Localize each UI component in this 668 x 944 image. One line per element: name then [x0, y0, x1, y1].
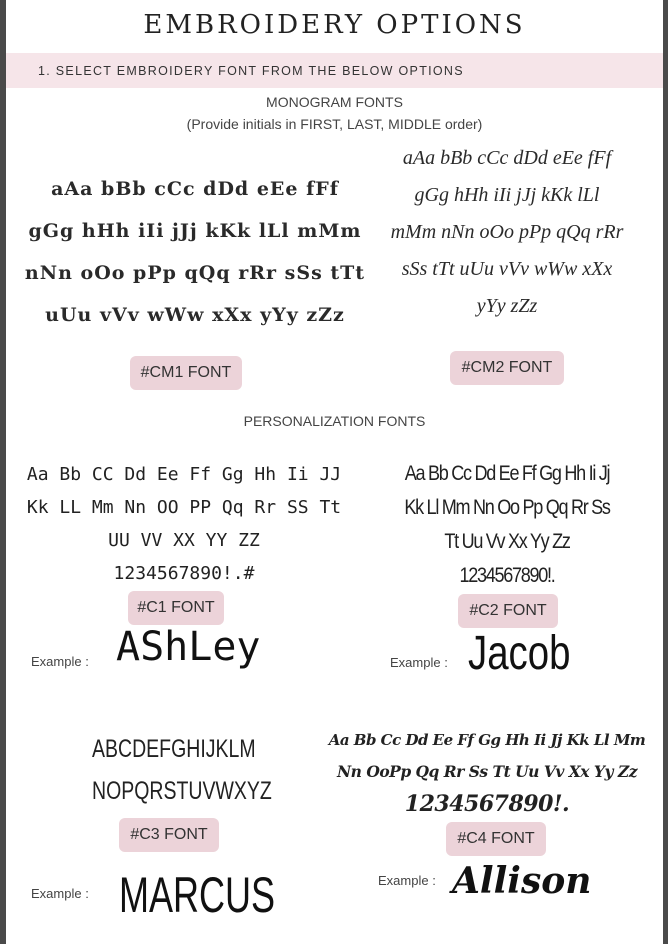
c3-row: NOPQRSTUVWXYZ — [92, 777, 272, 805]
c4-sample — [318, 724, 656, 820]
page-title: EMBROIDERY OPTIONS — [143, 10, 526, 40]
c2-example-label: Example : — [390, 655, 448, 670]
c1-example: AShLey — [116, 624, 261, 670]
c3-example: MARCUS — [119, 867, 276, 923]
c4-font-label[interactable]: #C4 FONT — [446, 822, 546, 856]
c2-row: 1234567890!. — [459, 564, 555, 587]
step-instruction: 1. SELECT EMBROIDERY FONT FROM THE BELOW OPTIONS — [38, 64, 464, 78]
cm1-font-label[interactable]: #CM1 FONT — [130, 356, 242, 390]
cm2-row: aAa bBb cCc dDd eEe fFf — [402, 147, 612, 169]
c1-row: Aa Bb CC Dd Ee Ff Gg Hh Ii JJ — [26, 464, 342, 485]
c1-row: 1234567890!.# — [113, 563, 255, 584]
c3-row: ABCDEFGHIJKLM — [92, 735, 256, 763]
cm2-row: gGg hHh iIi jJj kKk lLl — [414, 184, 600, 206]
cm1-row: aAa bBb cCc dDd eEe fFf — [51, 178, 339, 200]
c1-sample — [20, 458, 348, 590]
c4-row: 1234567890!. — [404, 791, 570, 817]
c4-example-label: Example : — [378, 873, 436, 888]
embroidery-options-sheet — [6, 0, 663, 944]
cm1-sample — [20, 168, 370, 336]
c2-row: Tt Uu Vv Xx Yy Zz — [444, 530, 570, 553]
cm2-font-label[interactable]: #CM2 FONT — [450, 351, 564, 385]
c3-example-label: Example : — [31, 886, 89, 901]
cm2-row: mMm nNn oOo pPp qQq rRr — [390, 221, 624, 243]
c1-example-label: Example : — [31, 654, 89, 669]
c2-font-label[interactable]: #C2 FONT — [458, 594, 558, 628]
c2-sample — [396, 457, 618, 593]
c2-row: Kk Ll Mm Nn Oo Pp Qq Rr Ss — [404, 496, 610, 519]
c2-row: Aa Bb Cc Dd Ee Ff Gg Hh Ii Jj — [404, 462, 610, 485]
cm1-row: uUu vVv wWw xXx yYy zZz — [45, 304, 345, 326]
cm2-row: yYy zZz — [476, 295, 538, 317]
c4-example: Allison — [452, 860, 592, 902]
c4-row: Nn OoPp Qq Rr Ss Tt Uu Vv Xx Yy Zz — [336, 762, 637, 781]
c1-row: UU VV XX YY ZZ — [108, 530, 260, 551]
monogram-note: (Provide initials in FIRST, LAST, MIDDLE order) — [186, 116, 483, 132]
personalization-heading: PERSONALIZATION FONTS — [243, 413, 426, 429]
c1-row: Kk LL Mm Nn OO PP Qq Rr SS Tt — [26, 497, 342, 518]
c1-font-label[interactable]: #C1 FONT — [128, 591, 224, 625]
cm1-row: gGg hHh iIi jJj kKk lLl mMm — [28, 220, 362, 242]
monogram-heading: MONOGRAM FONTS — [266, 94, 403, 110]
cm2-row: sSs tTt uUu vVv wWw xXx — [401, 258, 613, 280]
c4-row: Aa Bb Cc Dd Ee Ff Gg Hh Ii Jj Kk Ll Mm — [328, 731, 646, 749]
c3-font-label[interactable]: #C3 FONT — [119, 818, 219, 852]
cm1-row: nNn oOo pPp qQq rRr sSs tTt — [24, 262, 366, 284]
c3-sample — [92, 728, 272, 812]
c2-example: Jacob — [468, 627, 571, 680]
cm2-sample — [376, 140, 638, 325]
